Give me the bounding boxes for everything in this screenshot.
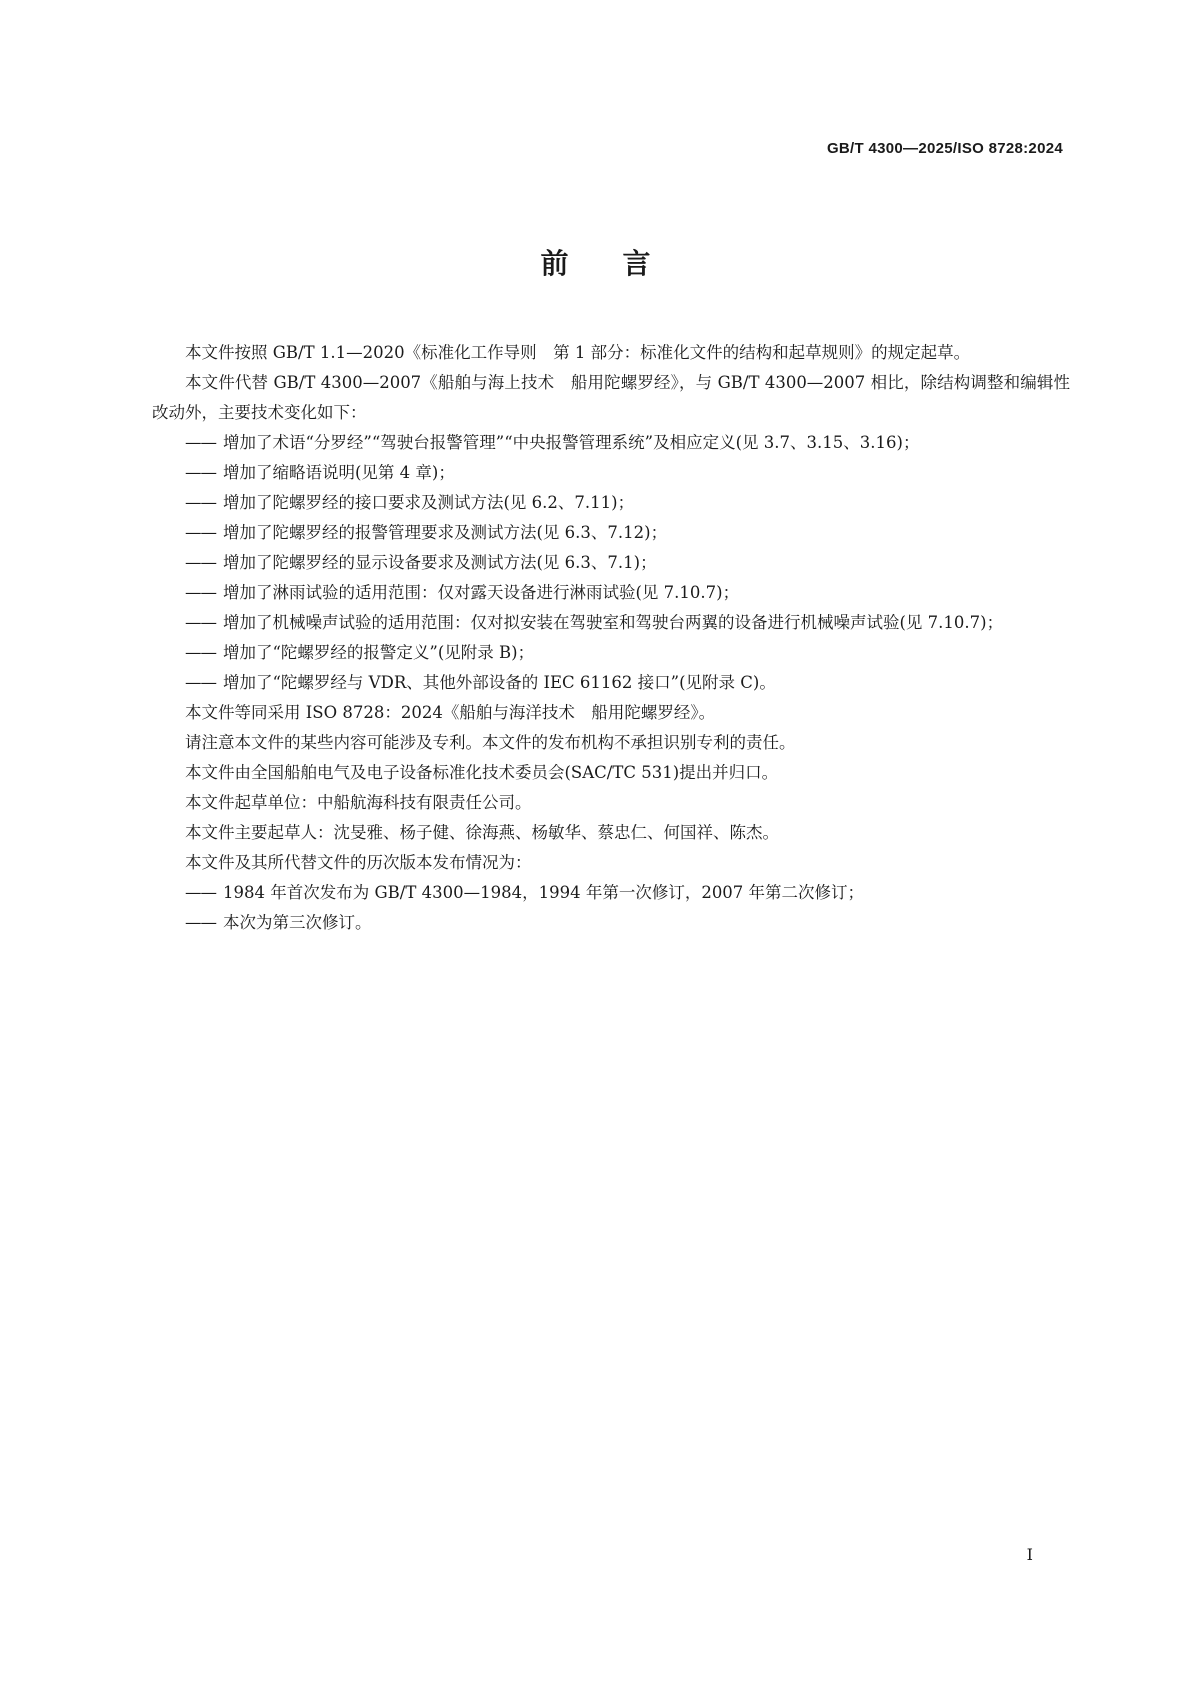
list-item: —— 增加了陀螺罗经的报警管理要求及测试方法(见 6.3、7.12)；	[152, 518, 1070, 548]
list-dash: ——	[185, 673, 216, 692]
paragraph-proposer: 本文件由全国船舶电气及电子设备标准化技术委员会(SAC/TC 531)提出并归口。	[185, 763, 779, 782]
paragraph-drafting-basis: 本文件按照 GB/T 1.1—2020《标准化工作导则 第 1 部分：标准化文件的结构和起草规则》的规定起草。	[185, 343, 971, 362]
list-item: —— 本次为第三次修订。	[152, 908, 1070, 938]
list-dash: ——	[185, 883, 216, 902]
list-item: —— 增加了术语“分罗经”“驾驶台报警管理”“中央报警管理系统”及相应定义(见 3.7、3.15、3.16)；	[152, 428, 1070, 458]
paragraph-adoption: 本文件等同采用 ISO 8728：2024《船舶与海洋技术 船用陀螺罗经》。	[185, 703, 716, 722]
list-item: —— 增加了“陀螺罗经与 VDR、其他外部设备的 IEC 61162 接口”(见附录 C)。	[152, 668, 1070, 698]
list-item: —— 增加了缩略语说明(见第 4 章)；	[152, 458, 1070, 488]
page-title	[0, 242, 1191, 282]
page-number: I	[1026, 1545, 1033, 1564]
list-dash: ——	[185, 613, 216, 632]
paragraph-replacement: 本文件代替 GB/T 4300—2007《船舶与海上技术 船用陀螺罗经》，与 GB/T 4300—2007 相比，除结构调整和编辑性改动外，主要技术变化如下：	[152, 373, 1070, 422]
title-char-2: 言	[622, 247, 651, 280]
paragraph-drafters: 本文件主要起草人：沈旻雅、杨子健、徐海燕、杨敏华、蔡忠仁、何国祥、陈杰。	[185, 823, 779, 842]
list-item: —— 增加了陀螺罗经的显示设备要求及测试方法(见 6.3、7.1)；	[152, 548, 1070, 578]
list-dash: ——	[185, 553, 216, 572]
list-item: —— 增加了淋雨试验的适用范围：仅对露天设备进行淋雨试验(见 7.10.7)；	[152, 578, 1070, 608]
paragraph-history-intro: 本文件及其所代替文件的历次版本发布情况为：	[185, 853, 532, 872]
list-dash: ——	[185, 523, 216, 542]
list-item: —— 1984 年首次发布为 GB/T 4300—1984，1994 年第一次修订，2007 年第二次修订；	[152, 878, 1070, 908]
list-item: —— 增加了机械噪声试验的适用范围：仅对拟安装在驾驶室和驾驶台两翼的设备进行机械噪声试验(见 7.10.7)；	[152, 608, 1070, 638]
list-dash: ——	[185, 493, 216, 512]
list-dash: ——	[185, 463, 216, 482]
list-dash: ——	[185, 643, 216, 662]
changes-list	[152, 428, 1070, 698]
list-dash: ——	[185, 433, 216, 452]
paragraph-patent-notice: 请注意本文件的某些内容可能涉及专利。本文件的发布机构不承担识别专利的责任。	[185, 733, 796, 752]
list-item: —— 增加了“陀螺罗经的报警定义”(见附录 B)；	[152, 638, 1070, 668]
list-dash: ——	[185, 913, 216, 932]
standard-code: GB/T 4300—2025/ISO 8728:2024	[826, 140, 1063, 157]
list-item: —— 增加了陀螺罗经的接口要求及测试方法(见 6.2、7.11)；	[152, 488, 1070, 518]
history-list	[152, 878, 1070, 938]
title-char-1: 前	[540, 247, 569, 280]
paragraph-drafting-unit: 本文件起草单位：中船航海科技有限责任公司。	[185, 793, 532, 812]
list-dash: ——	[185, 583, 216, 602]
document-body	[152, 338, 1070, 938]
